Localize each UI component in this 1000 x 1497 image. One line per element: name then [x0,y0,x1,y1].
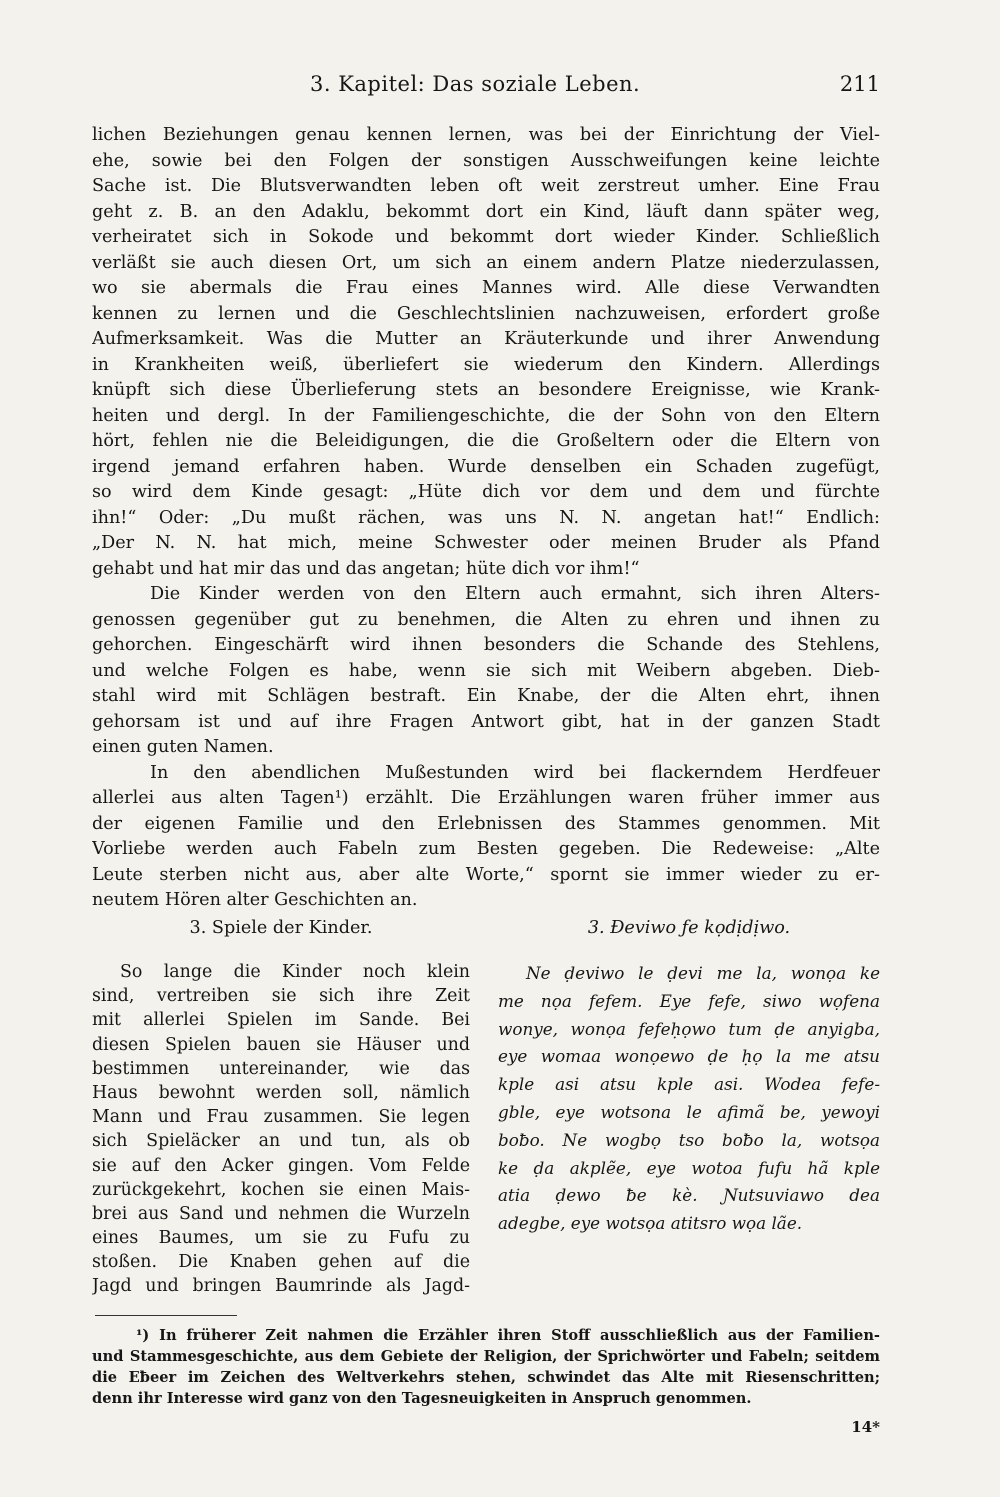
text-line: knüpft sich diese Überlieferung stets an besondere Ereignisse, wie Krank- [92,380,880,400]
signature-mark: 14* [851,1418,880,1436]
text-line: gehorsam ist und auf ihre Fragen Antwort gibt, hat in der ganzen Stadt [92,711,880,732]
column-line: Mann und Frau zusammen. Sie legen [92,1107,470,1128]
text-line: kennen zu lernen und die Geschlechtslinien nachzuweisen, erfordert große [92,303,880,324]
text-line: in Krankheiten weiß, überliefert sie wiederum den Kindern. Allerdings [92,354,880,375]
text-line: einen guten Namen. [92,737,274,757]
text-line: und welche Folgen es habe, wenn sie sich mit Weibern abgeben. Dieb- [92,660,880,681]
column-line: Haus bewohnt werden soll, nämlich [92,1082,470,1103]
column-line: mit allerlei Spielen im Sande. Bei [92,1010,470,1031]
text-line: hört, fehlen nie die Beleidigungen, die die Großeltern oder die Eltern von [92,431,880,451]
text-line: irgend jemand erfahren haben. Wurde denselben ein Schaden zugefügt, [92,456,880,477]
column-line: ke ḍa akplẽe, eye wotoa fufu hã kple [498,1157,880,1178]
text-line: allerlei aus alten Tagen¹) erzählt. Die Erzählungen waren früher immer aus [92,788,880,808]
running-header [92,72,880,106]
text-line: Sache ist. Die Blutsverwandten leben oft weit zerstreut umher. Eine Frau [92,176,880,196]
footnote-line: die Eƀeer im Zeichen des Weltverkehrs stehen, schwindet das Alte mit Riesenschritten; [92,1369,880,1386]
text-line: geht z. B. an den Adaklu, bekommt dort ein Kind, läuft dann später weg, [92,201,880,222]
ewe-column [498,912,880,1238]
column-line: gble, eye wotsona le afimã be, yewoyi [498,1101,880,1122]
text-line: heiten und dergl. In der Familiengeschichte, die der Sohn von den Eltern [92,405,880,426]
column-line: kple asi atsu kple asi. Wodea fefe- [498,1074,880,1095]
footnote-line: und Stammesgeschichte, aus dem Gebiete der Religion, der Sprichwörter und Fabeln; seitdem [92,1348,880,1365]
text-line: neutem Hören alter Geschichten an. [92,890,418,910]
text-line: verheiratet sich in Sokode und bekommt dort wieder Kinder. Schließlich [92,227,880,247]
text-line: ihn!“ Oder: „Du mußt rächen, was uns N. N. angetan hat!“ Endlich: [92,507,880,528]
german-column [92,912,470,1299]
text-line: Die Kinder werden von den Eltern auch ermahnt, sich ihren Alters- [150,584,880,604]
column-line: sich Spieläcker an und tun, als ob [92,1131,470,1152]
column-line: zurückgekehrt, kochen sie einen Mais- [92,1179,470,1200]
text-line: wo sie abermals die Frau eines Mannes wird. Alle diese Verwandten [92,278,880,298]
column-line: brei aus Sand und nehmen die Wurzeln [92,1203,470,1224]
column-line: Ne ḍeviwo le ḍevi me la, wonọa ke [526,963,880,983]
column-line: atia ḍewo ƀe kè. Ɲutsuviawo dea [498,1185,880,1206]
column-line: stoßen. Die Knaben gehen auf die [92,1252,470,1273]
column-line: Jagd und bringen Baumrinde als Jagd- [92,1276,470,1297]
text-line: der eigenen Familie und den Erlebnissen des Stammes genommen. Mit [92,813,880,834]
column-line: eines Baumes, um sie zu Fufu zu [92,1228,470,1249]
footnote-line: ¹) In früherer Zeit nahmen die Erzähler ihren Stoff ausschließlich aus der Familien- [136,1327,880,1344]
text-line: stahl wird mit Schlägen bestraft. Ein Knabe, der die Alten ehrt, ihnen [92,686,880,706]
column-line: boƀo. Ne wogbọ tso boƀo la, wotsọa [498,1129,880,1150]
text-line: genossen gegenüber gut zu benehmen, die Alten zu ehren und ihnen zu [92,609,880,630]
footnote-line: denn ihr Interesse wird ganz von den Tagesneuigkeiten in Anspruch genommen. [92,1390,752,1407]
main-text [92,123,880,914]
text-line: gehabt und hat mir das und das angetan; hüte dich vor ihm!“ [92,558,640,579]
text-line: verläßt sie auch diesen Ort, um sich an einem andern Platze niederzulassen, [92,252,880,273]
text-line: ehe, sowie bei den Folgen der sonstigen Ausschweifungen keine leichte [92,150,880,171]
column-line: So lange die Kinder noch klein [120,962,470,982]
column-line: me nọa fefem. Eye fefe, siwo wọfena [498,990,880,1011]
column-line: wonye, wonọa fefeḥọwo tum ḍe anyigba, [498,1018,880,1039]
text-line: Leute sterben nicht aus, aber alte Worte,“ spornt sie immer wieder zu er- [92,864,880,885]
text-line: so wird dem Kinde gesagt: „Hüte dich vor dem und dem und fürchte [92,482,880,502]
footnote [92,1325,880,1409]
footnote-divider [95,1315,237,1316]
column-line: bestimmen untereinander, wie das [92,1058,470,1079]
text-line: lichen Beziehungen genau kennen lernen, was bei der Einrichtung der Viel- [92,125,880,145]
column-line: adegbe, eye wotsọa atitsro wọa lãe. [498,1213,803,1234]
column-line: eye womaa wonọewo ḍe ḥọ la me atsu [498,1046,880,1067]
text-line: Vorliebe werden auch Fabeln zum Besten gegeben. Die Redeweise: „Alte [92,839,880,859]
column-line: sind, vertreiben sie sich ihre Zeit [92,986,470,1007]
text-line: Aufmerksamkeit. Was die Mutter an Kräuterkunde und ihrer Anwendung [92,329,880,349]
section-heading: 3. Spiele der Kinder. [189,918,373,938]
text-line: „Der N. N. hat mich, meine Schwester oder meinen Bruder als Pfand [92,533,880,553]
section-heading-ewe: 3. Ɖeviwo ƒe kọdịdịwo. [587,918,791,938]
column-line: sie auf den Acker gingen. Vom Felde [92,1155,470,1176]
text-line: gehorchen. Eingeschärft wird ihnen besonders die Schande des Stehlens, [92,635,880,655]
column-line: diesen Spielen bauen sie Häuser und [92,1034,470,1055]
running-title: 3. Kapitel: Das soziale Leben. [310,72,641,96]
text-line: In den abendlichen Mußestunden wird bei flackerndem Herdfeuer [150,762,880,783]
page-number: 211 [839,72,880,96]
